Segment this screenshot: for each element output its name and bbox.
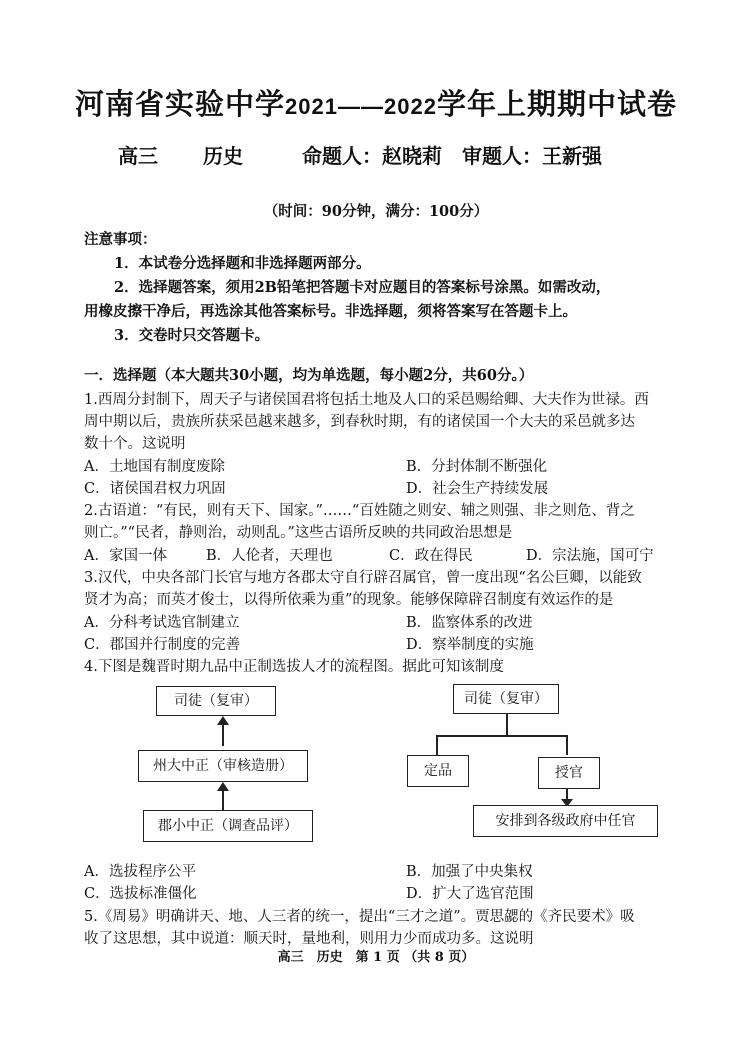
option-c: C．政在得民 — [389, 548, 473, 564]
option-d: D．宗法施，国可宁 — [526, 548, 654, 564]
connector-line — [506, 714, 508, 736]
flow-box-shouguan: 授官 — [538, 757, 600, 789]
title-years: 2021——2022 — [285, 94, 437, 119]
note-item: 2．选择题答案，须用2B铅笔把答题卡对应题目的答案标号涂黑。如需改动， — [114, 279, 611, 296]
question-line: 4.下图是魏晋时期九品中正制选拔人才的流程图。据此可知该制度 — [84, 659, 504, 675]
option-d: D．社会生产持续发展 — [406, 481, 549, 497]
exam-title — [0, 82, 752, 123]
option-d: D．扩大了选官范围 — [406, 886, 534, 902]
connector-line — [566, 735, 568, 755]
option-c: C．选拔标准僵化 — [84, 886, 197, 902]
option-a: A．选拔程序公平 — [84, 864, 196, 880]
reviewer-label: 审题人：王新强 — [462, 144, 602, 168]
arrow-up-icon — [217, 782, 229, 791]
flow-box-dingpin: 定品 — [407, 755, 469, 787]
arrow-up-icon — [217, 716, 229, 725]
option-a: A．家国一体 — [84, 548, 167, 564]
connector-line — [436, 735, 438, 755]
title-term: 学年上期期中试卷 — [436, 87, 677, 121]
option-b: B．分封体制不断强化 — [406, 459, 548, 475]
note-item: 1．本试卷分选择题和非选择题两部分。 — [114, 255, 371, 272]
question-line: 收了这思想，其中说道：顺天时，量地利，则用力少而成功多。这说明 — [84, 931, 534, 947]
connector-line — [436, 735, 568, 737]
section-heading: 一．选择题（本大题共30小题，均为单选题，每小题2分，共60分。） — [84, 367, 534, 384]
question-line: 2.古语道：“有民，则有天下、国家。”……“百姓随之则安、辅之则强、非之则危、背之 — [84, 503, 635, 519]
option-a: A．土地国有制度废除 — [84, 459, 225, 475]
flow-box-zhou: 州大中正（审核造册） — [138, 750, 308, 782]
grade-label: 高三 — [118, 144, 158, 168]
flow-box-situ: 司徒（复审） — [156, 686, 276, 716]
option-d: D．察举制度的实施 — [406, 637, 534, 653]
flow-box-situ-right: 司徒（复审） — [453, 684, 559, 714]
option-b: B．人伦者，天理也 — [206, 548, 333, 564]
setter-label: 命题人：赵晓莉 — [302, 144, 442, 168]
note-item: 用橡皮擦干净后，再选涂其他答案标号。非选择题，须将答案写在答题卡上。 — [84, 303, 577, 320]
option-b: B．监察体系的改进 — [406, 615, 533, 631]
option-a: A．分科考试选官制建立 — [84, 615, 240, 631]
question-line: 1.西周分封制下，周天子与诸侯国君将包括土地及人口的采邑赐给卿、大夫作为世禄。西 — [84, 392, 649, 408]
subject-label: 历史 — [203, 144, 243, 168]
question-line: 3.汉代，中央各部门长官与地方各郡太守自行辟召属官，曾一度出现“名公巨卿，以能致 — [84, 570, 642, 586]
time-info: （时间：90分钟，满分：100分） — [263, 203, 489, 220]
note-item: 3．交卷时只交答题卡。 — [114, 327, 270, 344]
question-line: 贤才为高；而英才俊士，以得所依乘为重”的现象。能够保障辟召制度有效运作的是 — [84, 592, 614, 608]
question-line: 则亡。”“民者，静则治，动则乱。”这些古语所反映的共同政治思想是 — [84, 525, 513, 541]
flow-box-anpai: 安排到各级政府中任官 — [473, 805, 658, 837]
page-footer: 高三 历史 第 1 页 （共 8 页） — [277, 950, 475, 965]
title-school: 河南省实验中学 — [75, 87, 286, 121]
option-b: B．加强了中央集权 — [406, 864, 533, 880]
question-line: 周中期以后，贵族所获采邑越来越多，到春秋时期，有的诸侯国一个大夫的采邑就多达 — [84, 414, 635, 430]
notes-heading: 注意事项： — [84, 231, 157, 248]
option-c: C．郡国并行制度的完善 — [84, 637, 241, 653]
question-line: 5.《周易》明确讲天、地、人三者的统一，提出“三才之道”。贾思勰的《齐民要术》吸 — [84, 909, 635, 925]
flow-box-jun: 郡小中正（调查品评） — [143, 810, 313, 842]
option-c: C．诸侯国君权力巩固 — [84, 481, 226, 497]
question-line: 数十个。这说明 — [84, 436, 186, 452]
